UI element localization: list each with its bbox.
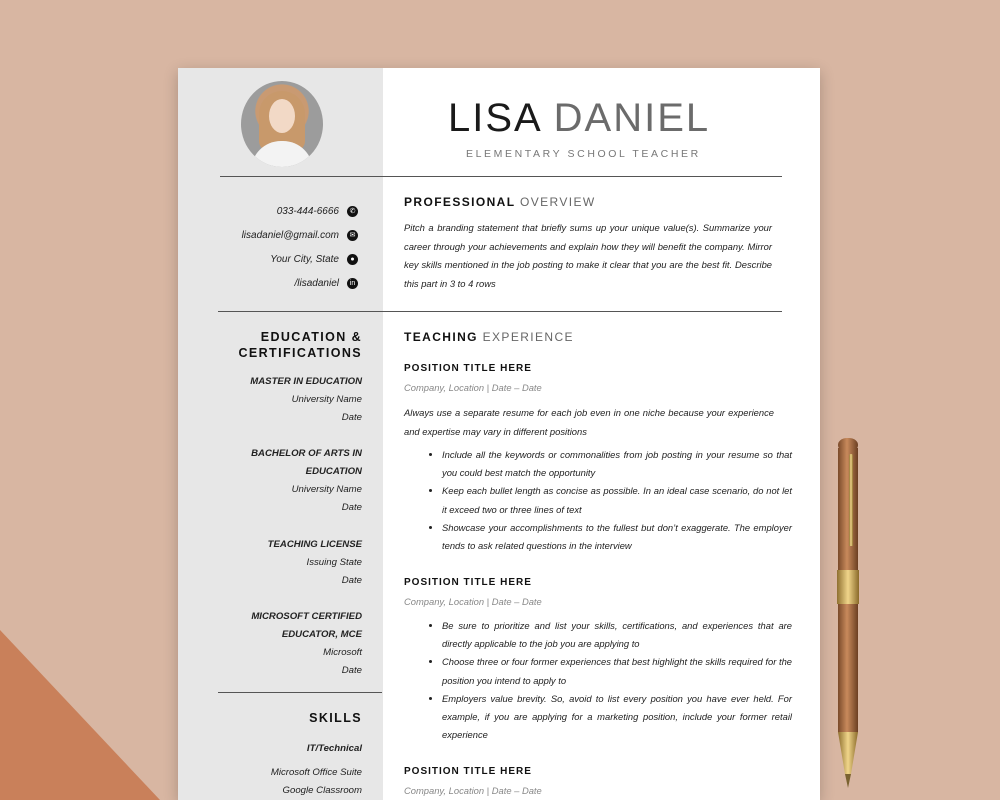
- linkedin-icon: in: [347, 278, 358, 289]
- education-degree: TEACHING LICENSE: [267, 539, 362, 550]
- bullet-item: • Be sure to prioritize and list your skills, certifications, and experiences that are directly applicable to the job you are applying to: [442, 617, 792, 653]
- position-title: POSITION TITLE HERE: [404, 363, 532, 374]
- first-name: LISA: [448, 96, 541, 140]
- resume-sidebar: [178, 68, 383, 800]
- contact-linkedin-text: /lisadaniel: [294, 278, 339, 289]
- divider-top: [220, 176, 782, 177]
- bullet-item: • Showcase your accomplishments to the fullest but don’t exaggerate. The employer tends to ask related questions in the interview: [442, 519, 792, 555]
- education-school: Microsoft: [323, 647, 362, 658]
- contact-email-text: lisadaniel@gmail.com: [241, 230, 339, 241]
- education-degree-cont: EDUCATION: [305, 466, 362, 477]
- education-heading: [238, 329, 362, 361]
- education-heading-line2: CERTIFICATIONS: [238, 346, 362, 360]
- contact-linkedin: [295, 278, 358, 289]
- education-school: University Name: [291, 394, 362, 405]
- education-date: Date: [341, 575, 362, 586]
- bullet-item: • Choose three or four former experiences that best highlight the skills required for the position you intend to apply to: [442, 653, 792, 689]
- contact-phone: [277, 206, 358, 217]
- education-item: [268, 536, 362, 590]
- photo-face: [269, 99, 295, 133]
- education-item: [251, 608, 362, 680]
- contact-location: [270, 254, 358, 265]
- position-intro: Always use a separate resume for each job even in one niche because your experience and expertise may vary in different positions: [404, 407, 774, 437]
- education-degree: MICROSOFT CERTIFIED: [251, 611, 362, 622]
- education-date: Date: [341, 412, 362, 423]
- position-title: POSITION TITLE HERE: [404, 577, 532, 588]
- overview-heading: [404, 195, 596, 209]
- contact-phone-text: 033-444-6666: [276, 206, 339, 217]
- location-icon: ●: [347, 254, 358, 265]
- experience-heading-light: EXPERIENCE: [482, 330, 574, 344]
- position-bullets: [424, 446, 792, 555]
- profile-photo: [241, 81, 323, 167]
- position-title: POSITION TITLE HERE: [404, 766, 532, 777]
- resume-page: [178, 68, 820, 800]
- skills-list: [271, 740, 362, 800]
- bullet-item: • Employers value brevity. So, avoid to list every position you have ever held. For example, if you are applying for a marketing position, include your former retail experience: [442, 690, 792, 745]
- position-bullets: [424, 617, 792, 744]
- divider-middle: [218, 311, 782, 312]
- resume-name: [448, 96, 710, 141]
- experience-heading-bold: TEACHING: [404, 330, 478, 344]
- position-meta: Company, Location | Date – Date: [404, 382, 542, 393]
- education-degree-cont: EDUCATOR, MCE: [281, 629, 362, 640]
- bullet-item: • Include all the keywords or commonalities from job posting in your resume so that you could best match the opportunity: [442, 446, 792, 482]
- overview-heading-bold: PROFESSIONAL: [404, 195, 516, 209]
- background-accent-shape: [0, 630, 160, 800]
- last-name: DANIEL: [553, 96, 711, 140]
- skill-item: Microsoft Office Suite: [270, 767, 362, 778]
- job-title: ELEMENTARY SCHOOL TEACHER: [466, 148, 701, 160]
- skills-category: IT/Technical: [306, 743, 362, 754]
- education-heading-line1: EDUCATION &: [260, 330, 362, 344]
- education-degree: BACHELOR OF ARTS IN: [251, 448, 362, 459]
- education-school: Issuing State: [306, 557, 362, 568]
- pen-image: [836, 438, 860, 788]
- education-date: Date: [341, 665, 362, 676]
- divider-sidebar: [218, 692, 382, 693]
- skills-heading: SKILLS: [309, 711, 362, 725]
- education-school: University Name: [291, 484, 362, 495]
- skill-item: Google Classroom: [282, 785, 362, 796]
- experience-heading: [404, 330, 574, 344]
- overview-heading-light: OVERVIEW: [520, 195, 596, 209]
- education-item: [250, 373, 362, 427]
- position-meta: Company, Location | Date – Date: [404, 596, 542, 607]
- education-item: [251, 445, 362, 517]
- position-meta: Company, Location | Date – Date: [404, 785, 542, 796]
- education-degree: MASTER IN EDUCATION: [250, 376, 362, 387]
- education-date: Date: [341, 502, 362, 513]
- mail-icon: ✉: [347, 230, 358, 241]
- contact-email: [242, 230, 358, 241]
- phone-icon: ✆: [347, 206, 358, 217]
- overview-text: Pitch a branding statement that briefly sums up your unique value(s). Summarize your career through your achievements and explain how they will benefit the company. Mirror key skills mentioned in the job posting to make it clear that you are the best fit. Describe this part in 3 to 4 rows: [404, 222, 772, 289]
- bullet-item: • Keep each bullet length as concise as possible. In an ideal case scenario, do not let it exceed two or three lines of text: [442, 482, 792, 518]
- contact-location-text: Your City, State: [270, 254, 339, 265]
